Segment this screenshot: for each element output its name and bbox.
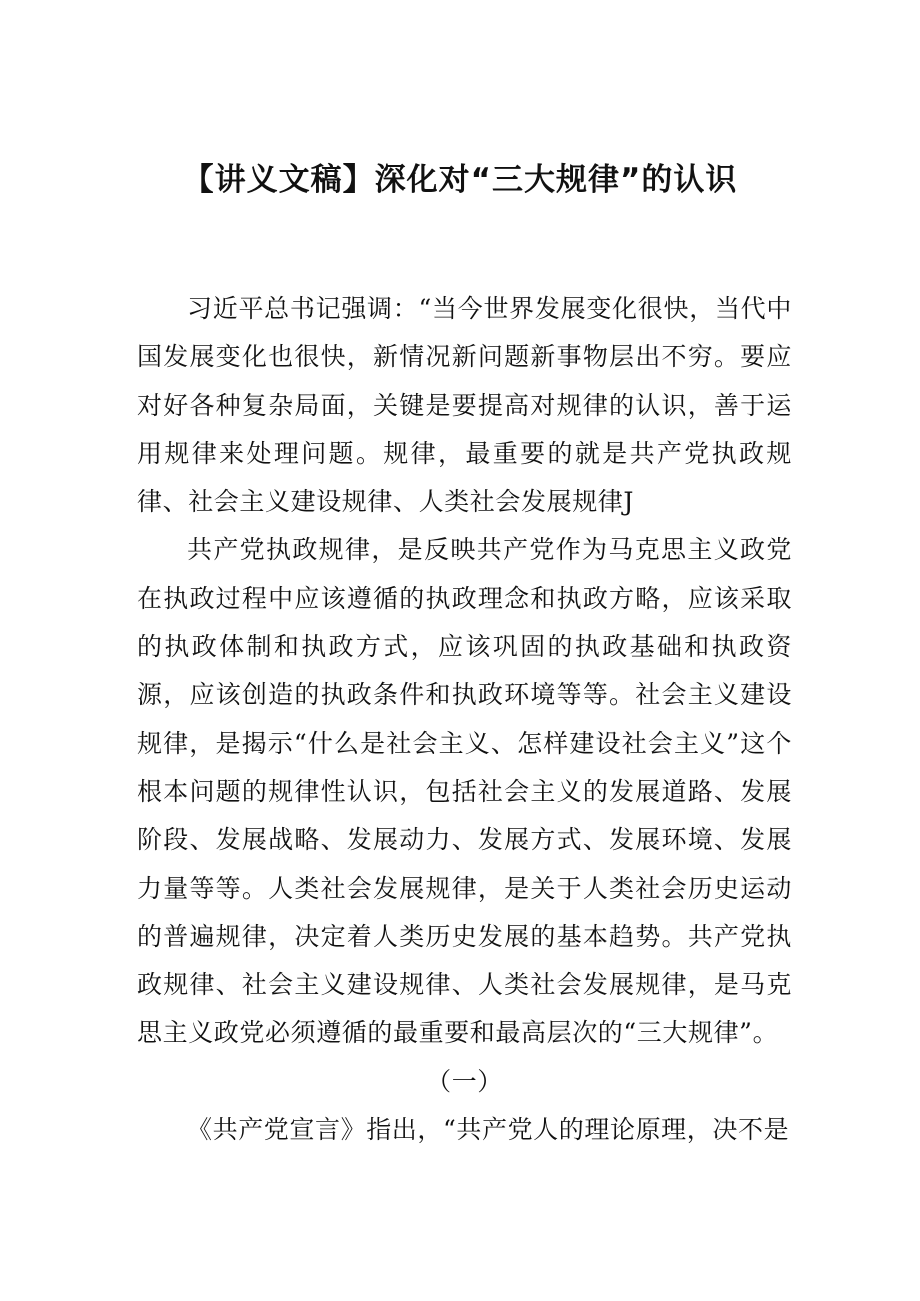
paragraph-manifesto-quote: 《共产党宣言》指出，“共产党人的理论原理，决不是 xyxy=(187,1115,790,1145)
paragraph-intro-quote: 习近平总书记强调：“当今世界发展变化很快，当代中国发展变化也很快，新情况新问题新事物层出不穷。要应对好各种复杂局面，关键是要提高对规律的认识，善于运用规律来处理问题。规律，最重要的就是共产党执政规律、社会主义建设规律、人类社会发展规律J xyxy=(137,294,792,517)
document-title: 【讲义文稿】深化对“三大规律”的认识 xyxy=(182,162,738,198)
paragraph-three-laws-definition: 共产党执政规律，是反映共产党作为马克思主义政党在执政过程中应该遵循的执政理念和执政方略，应该采取的执政体制和执政方式，应该巩固的执政基础和执政资源，应该创造的执政条件和执政环境等等。社会主义建设规律，是揭示“什么是社会主义、怎样建设社会主义”这个根本问题的规律性认识，包括社会主义的发展道路、发展阶段、发展战略、发展动力、发展方式、发展环境、发展力量等等。人类社会发展规律，是关于人类社会历史运动的普遍规律，决定着人类历史发展的基本趋势。共产党执政规律、社会主义建设规律、人类社会发展规律，是马克思主义政党必须遵循的最重要和最高层次的“三大规律”。 xyxy=(137,535,792,1048)
document-body xyxy=(137,285,792,1154)
section-heading-one: （一） xyxy=(426,1066,503,1096)
